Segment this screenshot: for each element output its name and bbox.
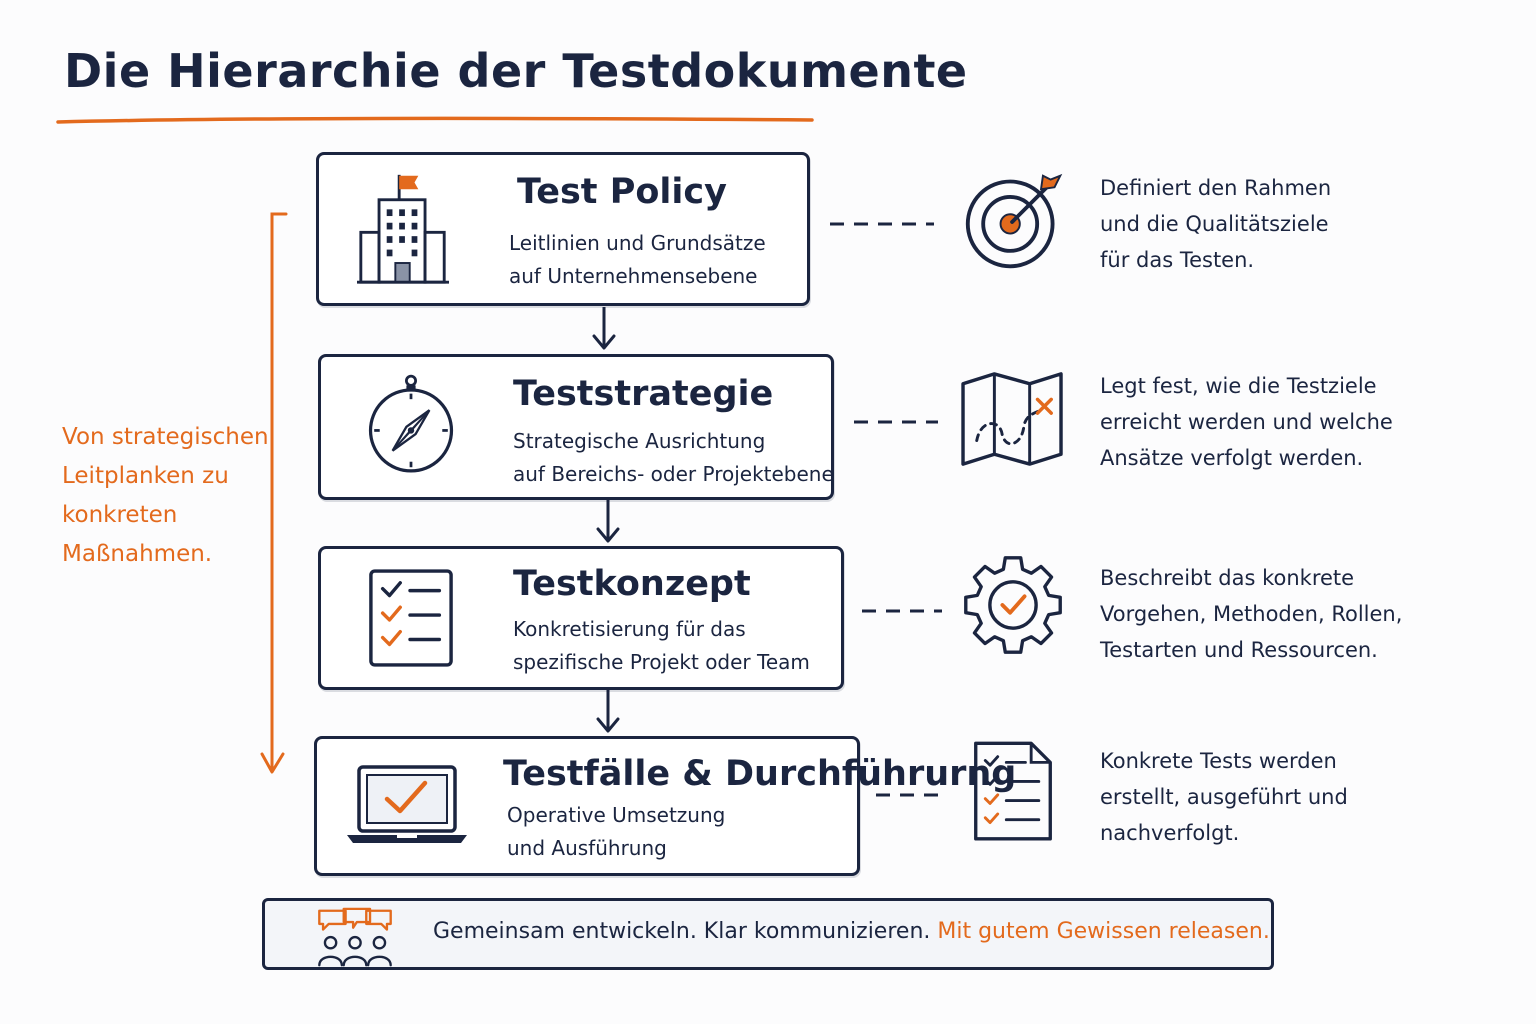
- footer-message: [433, 919, 1270, 944]
- footer-message-accent: Mit gutem Gewissen releasen.: [937, 919, 1270, 944]
- side-note: Von strategischen Leitplanken zu konkreten Maßnahmen.: [62, 424, 269, 567]
- footer-banner: [262, 898, 1274, 970]
- level-description: [1100, 170, 1331, 278]
- description-line: für das Testen.: [1100, 248, 1255, 272]
- description-line: Definiert den Rahmen: [1100, 176, 1332, 200]
- level-description: [1100, 560, 1402, 668]
- level-title: Testfälle & Durchführurng: [503, 754, 1017, 794]
- level-title: Test Policy: [517, 172, 727, 212]
- description-line: erreicht werden und welche: [1100, 410, 1393, 434]
- description-line: Legt fest, wie die Testziele: [1100, 374, 1377, 398]
- gear-check-icon: [960, 552, 1066, 658]
- dashed-connector: [876, 793, 946, 797]
- level-card-teststrategie: [318, 354, 834, 500]
- description-line: Vorgehen, Methoden, Rollen,: [1100, 602, 1403, 626]
- down-arrow: [593, 688, 623, 734]
- level-card-testkonzept: [318, 546, 844, 690]
- checklist-icon: [367, 567, 455, 669]
- page-title: Die Hierarchie der Testdokumente: [64, 44, 968, 98]
- level-description: [1100, 743, 1348, 851]
- subtitle-line: spezifische Projekt oder Team: [513, 650, 810, 674]
- subtitle-line: auf Bereichs- oder Projektebene: [513, 462, 834, 486]
- level-card-test-policy: [316, 152, 810, 306]
- dashed-connector: [862, 609, 942, 613]
- description-line: Konkrete Tests werden: [1100, 749, 1337, 773]
- subtitle-line: auf Unternehmensebene: [509, 264, 758, 288]
- title-underline: [56, 114, 814, 130]
- level-subtitle: [509, 227, 766, 293]
- compass-icon: [365, 373, 457, 475]
- down-arrow: [593, 498, 623, 544]
- subtitle-line: und Ausführung: [507, 836, 667, 860]
- description-line: erstellt, ausgeführt und: [1100, 785, 1348, 809]
- description-line: Testarten und Ressourcen.: [1100, 638, 1378, 662]
- subtitle-line: Operative Umsetzung: [507, 803, 726, 827]
- description-line: Beschreibt das konkrete: [1100, 566, 1355, 590]
- dashed-connector: [854, 420, 938, 424]
- subtitle-line: Leitlinien und Grundsätze: [509, 231, 766, 255]
- dashed-connector: [830, 222, 934, 226]
- down-arrow: [589, 305, 619, 351]
- level-title: Testkonzept: [513, 564, 751, 604]
- level-subtitle: [507, 799, 725, 865]
- footer-message-main: Gemeinsam entwickeln. Klar kommunizieren.: [433, 919, 931, 944]
- level-description: [1100, 368, 1393, 476]
- description-line: und die Qualitätsziele: [1100, 212, 1329, 236]
- subtitle-line: Konkretisierung für das: [513, 617, 746, 641]
- level-card-testfaelle: [314, 736, 1017, 876]
- subtitle-line: Strategische Ausrichtung: [513, 429, 766, 453]
- level-title: Teststrategie: [513, 374, 774, 414]
- document-checklist-icon: [970, 738, 1056, 846]
- level-subtitle: [513, 425, 834, 491]
- description-line: Ansätze verfolgt werden.: [1100, 446, 1364, 470]
- level-subtitle: [513, 613, 810, 679]
- description-line: nachverfolgt.: [1100, 821, 1240, 845]
- target-arrow-icon: [962, 168, 1068, 274]
- laptop-check-icon: [345, 763, 469, 847]
- team-chat-icon: [313, 907, 397, 969]
- treasure-map-icon: [958, 370, 1068, 468]
- office-building-flag-icon: [355, 171, 451, 286]
